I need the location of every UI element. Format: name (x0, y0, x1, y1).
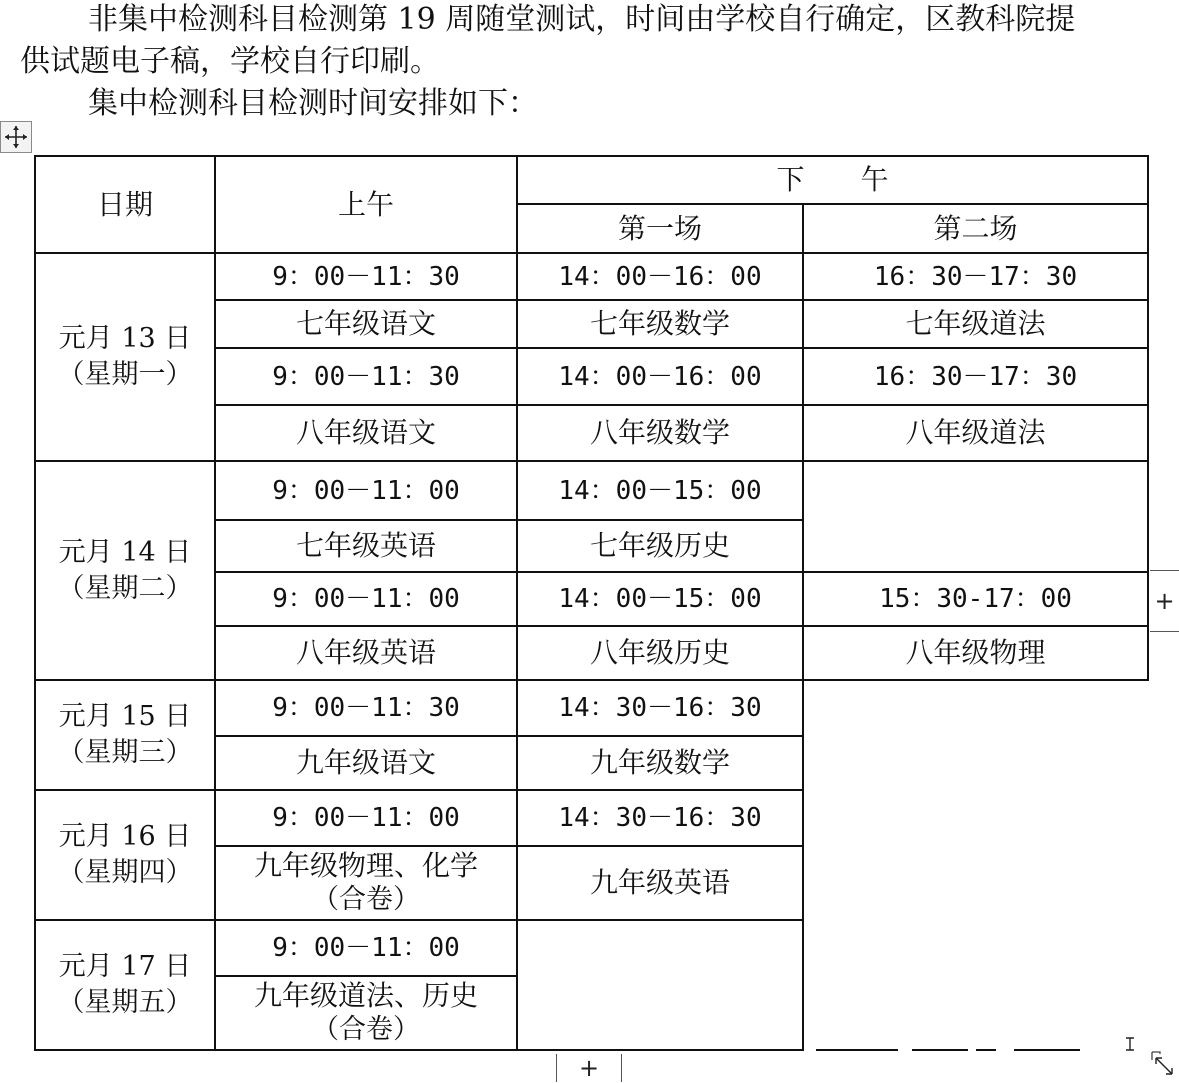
time-cell: 14：00－16：00 (517, 348, 803, 405)
time-cell: 14：00－15：00 (517, 461, 803, 520)
empty-cell (517, 920, 803, 1050)
move-arrows-icon (4, 125, 28, 149)
date-label: 元月 15 日 (58, 701, 192, 732)
weekday-label: （星期一） (57, 359, 193, 390)
intro-paragraph-line1: 非集中检测科目检测第 19 周随堂测试，时间由学校自行确定，区教科院提 (88, 2, 1076, 37)
subject-cell: 七年级数学 (517, 300, 803, 348)
date-label: 元月 14 日 (58, 536, 192, 568)
weekday-label: （星期四） (57, 857, 193, 888)
subject-name: 九年级物理、化学 (253, 849, 478, 882)
subject-cell: 九年级英语 (517, 846, 803, 920)
time-cell: 14：30－16：30 (517, 680, 803, 736)
date-label: 元月 13 日 (58, 323, 192, 354)
header-afternoon: 下 午 (517, 156, 1148, 204)
empty-cell (803, 461, 1148, 572)
date-cell (35, 253, 215, 461)
date-label: 元月 16 日 (58, 821, 192, 852)
subject-cell: 七年级英语 (215, 520, 517, 572)
subject-cell: 八年级物理 (803, 626, 1148, 680)
date-label: 元月 17 日 (58, 951, 192, 982)
date-cell (35, 680, 215, 790)
subject-cell: 八年级历史 (517, 626, 803, 680)
time-cell: 14：30－16：30 (517, 790, 803, 846)
time-cell: 9：00－11：30 (215, 680, 517, 736)
subject-cell: 八年级数学 (517, 405, 803, 461)
time-cell: 14：00－16：00 (517, 253, 803, 300)
subject-cell (215, 976, 517, 1050)
weekday-label: （星期三） (57, 737, 193, 768)
time-cell: 9：00－11：30 (215, 348, 517, 405)
border-fragment (976, 1049, 996, 1051)
intro-paragraph-line2: 集中检测科目检测时间安排如下： (88, 86, 538, 121)
date-cell (35, 461, 215, 680)
empty-cell (803, 680, 1148, 1050)
border-fragment (912, 1049, 968, 1051)
time-cell: 9：00－11：00 (215, 461, 517, 520)
weekday-label: （星期五） (57, 987, 193, 1018)
subject-note: （合卷） (312, 1014, 420, 1045)
text-cursor-icon (1124, 1036, 1138, 1052)
header-session-2: 第二场 (803, 204, 1148, 253)
time-cell: 16：30－17：30 (803, 253, 1148, 300)
time-cell: 9：00－11：00 (215, 572, 517, 626)
subject-cell: 九年级语文 (215, 736, 517, 790)
time-cell: 9：00－11：00 (215, 790, 517, 846)
subject-cell: 八年级道法 (803, 405, 1148, 461)
time-cell: 9：00－11：00 (215, 920, 517, 976)
time-cell: 9：00－11：30 (215, 253, 517, 300)
date-cell (35, 790, 215, 920)
subject-note: （合卷） (312, 884, 420, 915)
header-morning: 上午 (215, 156, 517, 253)
border-fragment (1014, 1049, 1080, 1051)
subject-cell: 七年级历史 (517, 520, 803, 572)
subject-cell: 七年级道法 (803, 300, 1148, 348)
subject-cell: 七年级语文 (215, 300, 517, 348)
subject-cell: 九年级数学 (517, 736, 803, 790)
subject-cell: 八年级语文 (215, 405, 517, 461)
border-fragment (816, 1049, 898, 1051)
header-session-1: 第一场 (517, 204, 803, 253)
add-row-button[interactable]: + (556, 1054, 622, 1082)
time-cell: 16：30－17：30 (803, 348, 1148, 405)
weekday-label: （星期二） (57, 572, 193, 604)
exam-schedule-table (34, 155, 1149, 1051)
subject-cell (215, 846, 517, 920)
table-move-handle[interactable] (0, 121, 32, 153)
time-cell: 14：00－15：00 (517, 572, 803, 626)
add-column-button[interactable]: + (1150, 570, 1179, 632)
table-resize-icon[interactable] (1150, 1050, 1178, 1080)
subject-name: 九年级道法、历史 (253, 979, 478, 1012)
intro-paragraph-line1-continued: 供试题电子稿，学校自行印刷。 (20, 44, 440, 79)
header-date: 日期 (35, 156, 215, 253)
date-cell (35, 920, 215, 1050)
subject-cell: 八年级英语 (215, 626, 517, 680)
time-cell: 15：30-17：00 (803, 572, 1148, 626)
